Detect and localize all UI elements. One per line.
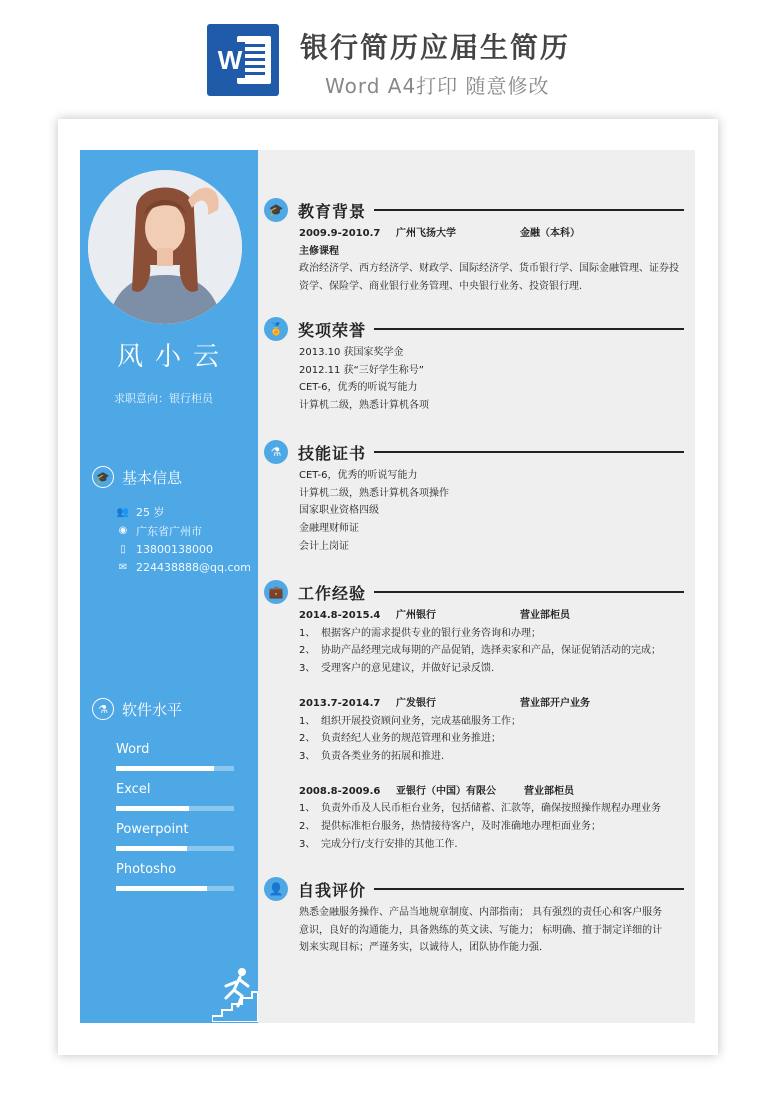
info-phone: ▯ 13800138000 — [116, 540, 251, 559]
job-intent: 求职意向：银行柜员 — [114, 392, 213, 405]
flask-icon: ⚗ — [264, 440, 288, 464]
list-item: CET-6，优秀的听说写能力 — [299, 470, 418, 481]
mail-icon: ✉ — [118, 562, 128, 574]
section-work — [264, 577, 684, 870]
list-item: 计算机二级，熟悉计算机各项操作 — [299, 487, 449, 499]
section-self-evaluation — [264, 874, 684, 957]
skill-bar — [116, 886, 234, 891]
section-certificates — [264, 437, 684, 556]
job-entry: 2008.8-2009.6 亚银行（中国）有限公 营业部柜员 1、 负责外币及人民币柜台业务，包括储蓄、汇款等，确保按照操作规程办理业务 2、 提供标准柜台服务，热情接待客户，及时准确地办理柜面业务； 3、 完成分行/支行安排的其他工作. — [299, 785, 661, 850]
skill-bar — [116, 766, 234, 771]
divider — [374, 451, 684, 453]
skill-excel: Excel — [116, 782, 236, 822]
briefcase-icon: 💼 — [264, 580, 288, 604]
skill-powerpoint: Powerpoint — [116, 822, 236, 862]
job-entry: 2013.7-2014.7 广发银行 营业部开户业务 1、 组织开展投资顾问业务，完成基础服务工作； 2、 负责经纪人业务的规范管理和业务推进； 3、 负责各类业务的拓展和推进. — [299, 697, 590, 762]
software-heading: ⚗ 软件水平 — [92, 698, 182, 720]
graduation-cap-icon: 🎓 — [92, 466, 114, 488]
skill-bar — [116, 846, 234, 851]
portrait-photo — [88, 170, 242, 324]
person-icon: 👤 — [264, 877, 288, 901]
person-icon: 👥 — [116, 506, 130, 518]
info-location: ◉ 广东省广州市 — [116, 522, 251, 541]
info-age: 👥 25 岁 — [116, 506, 165, 520]
job-entry: 2014.8-2015.4 广州银行 营业部柜员 1、 根据客户的需求提供专业的银行业务咨询和办理； 2、 协助产品经理完成每期的产品促销，选择卖家和产品，保证促销活动的完成； 3、 受理客户的意见建议，并做好记录反馈. — [299, 610, 661, 675]
skill-photoshop: Photosho — [116, 862, 236, 902]
avatar — [88, 170, 242, 324]
location-icon: ◉ — [118, 525, 128, 537]
banner-subtitle: Word A4打印 随意修改 — [325, 74, 550, 98]
graduation-cap-icon: 🎓 — [264, 198, 288, 222]
word-logo-letter: W — [215, 42, 245, 78]
skill-word: Word — [116, 742, 236, 782]
list-item: 计算机二级，熟悉计算机各项 — [299, 400, 429, 412]
list-item: CET-6，优秀的听说写能力 — [299, 382, 418, 394]
flask-icon: ⚗ — [92, 698, 114, 720]
section-title: 教育背景 — [298, 201, 367, 221]
list-item: 金融理财师证 — [299, 523, 359, 535]
list-item: 国家职业资格四级 — [299, 505, 379, 517]
basic-info-heading: 🎓 基本信息 — [92, 466, 182, 488]
phone-icon: ▯ — [120, 543, 126, 555]
list-item: 会计上岗证 — [299, 540, 349, 552]
section-title: 自我评价 — [298, 880, 367, 900]
divider — [374, 209, 684, 211]
section-title: 工作经验 — [298, 583, 367, 603]
sidebar — [80, 150, 258, 1023]
software-skills — [116, 742, 236, 902]
section-education: 🎓 教育背景 2009.9-2010.7 广州飞扬大学 金融（本科） 主修课程 政治经济学、西方经济学、财政学、国际经济学、货币银行学、国际金融管理、证券投资学、保险学、商业银行业务管理、中央银行业务、投资银行理. — [264, 195, 684, 296]
divider — [374, 888, 684, 890]
list-item: 2012.11 获“三好学生称号” — [299, 364, 424, 376]
banner-title: 银行简历应届生简历 — [300, 31, 571, 64]
runner-stairs-icon — [212, 966, 258, 1022]
award-medal-icon: 🏅 — [264, 317, 288, 341]
self-eval-text: 熟悉金融服务操作、产品当地规章制度、内部指南； 具有强烈的责任心和客户服务意识，良好的沟通能力，具备熟练的英文读、写能力； 标明确、擅于制定详细的计划来实现目标；严谨务实，以诚待人，团队协作能力强. — [299, 907, 663, 954]
courses-text: 政治经济学、西方经济学、财政学、国际经济学、货币银行学、国际金融管理、证券投资学、保险学、商业银行业务管理、中央银行业务、投资银行理. — [299, 263, 679, 293]
basic-info-list — [116, 503, 251, 577]
resume-page — [80, 150, 695, 1023]
section-title: 奖项荣誉 — [298, 320, 367, 340]
candidate-name: 风小云 — [116, 342, 231, 372]
list-item: 2013.10 获国家奖学金 — [299, 347, 404, 358]
word-logo-icon — [207, 24, 279, 96]
skill-bar — [116, 806, 234, 811]
divider — [374, 328, 684, 330]
section-awards — [264, 314, 684, 415]
header-banner — [0, 0, 774, 110]
divider — [374, 591, 684, 593]
section-title: 技能证书 — [298, 443, 367, 463]
info-email: ✉ 224438888@qq.com — [116, 559, 251, 578]
